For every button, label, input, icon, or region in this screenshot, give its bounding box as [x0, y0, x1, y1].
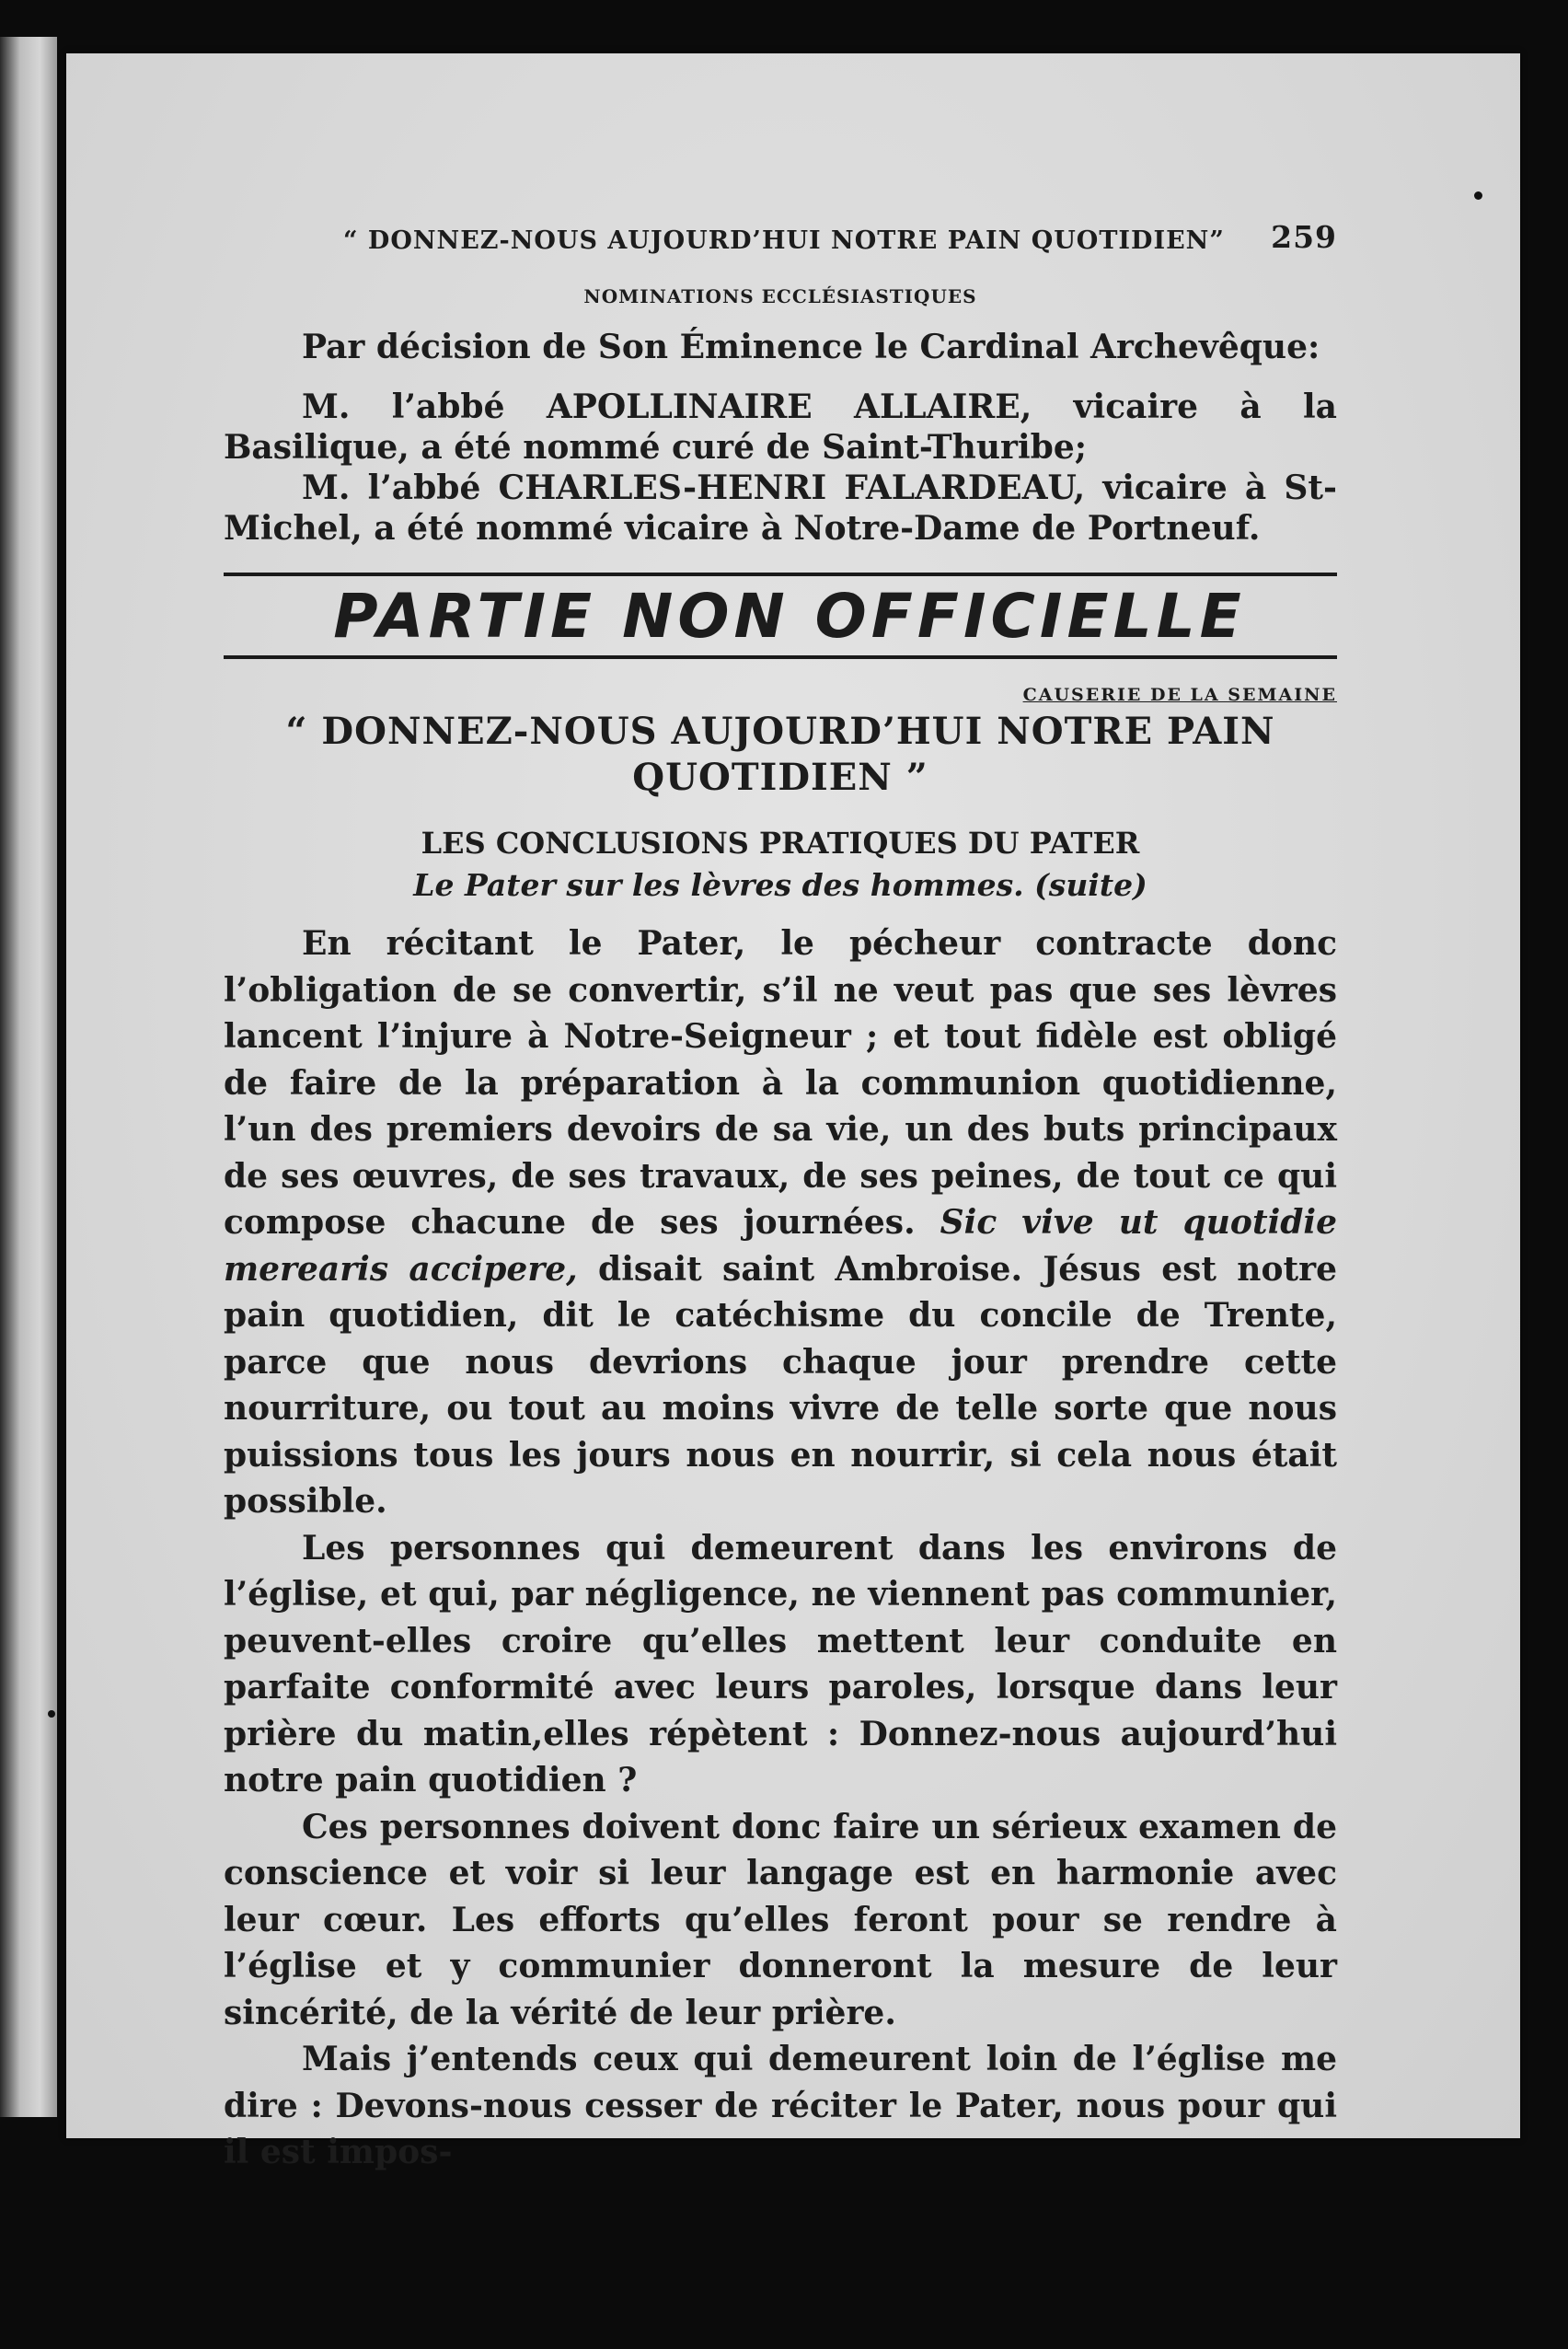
- banner-rule-bottom: [224, 655, 1337, 659]
- article-title: “ DONNEZ-NOUS AUJOURD’HUI NOTRE PAIN QUOTIDIEN ”: [285, 710, 1275, 799]
- running-head-title: “ DONNEZ-NOUS AUJOURD’HUI NOTRE PAIN QUOTIDIEN”: [343, 226, 1225, 255]
- nomination-entry: M. l’abbé APOLLINAIRE ALLAIRE, vicaire à la Basilique, a été nommé curé de Saint-Thuribe;: [224, 388, 1337, 467]
- paragraph-2: Les personnes qui demeurent dans les environs de l’église, et qui, par négligence, ne viennent pas communier, peuvent-elles croire qu’elles mettent leur conduite en parfaite conformité avec leurs paroles, lorsque dans leur prière du matin,elles répètent : Donnez-nous aujourd’hui notre pain quotidien ?: [224, 1528, 1337, 1799]
- dust-speck: [1474, 191, 1482, 200]
- nominations-heading: NOMINATIONS ECCLÉSIASTIQUES: [583, 285, 977, 307]
- article-subtitle: LES CONCLUSIONS PRATIQUES DU PATER: [421, 826, 1140, 861]
- dust-speck: [48, 1710, 55, 1718]
- running-head: [224, 214, 1337, 272]
- paragraph-4: Mais j’entends ceux qui demeurent loin de l’église me dire : Devons-nous cesser de réciter le Pater, nous pour qui il est impos-: [224, 2040, 1337, 2171]
- partie-non-officielle-banner: PARTIE NON OFFICIELLE: [333, 581, 1246, 652]
- causerie-rubric: CAUSERIE DE LA SEMAINE: [1022, 685, 1337, 705]
- paragraph-1-part-1: En récitant le Pater, le pécheur contracte donc l’obligation de se convertir, s’il ne veut pas que ses lèvres lancent l’injure à Notre-Seigneur ; et tout fidèle est obligé de faire de la préparation à la communion quotidienne, l’un des premiers devoirs de sa vie, un des buts principaux de ses œuvres, de ses travaux, de ses peines, de tout ce qui compose chacune de ses journées.: [224, 924, 1337, 1242]
- page-content: [224, 214, 1337, 2176]
- nomination-entry: M. l’abbé CHARLES-HENRI FALARDEAU, vicaire à St-Michel, a été nommé vicaire à Notre-Dame de Portneuf.: [224, 469, 1337, 548]
- latin-quote: Sic vive ut quotidie merearis accipere,: [224, 1203, 1337, 1289]
- paragraph-1-part-2: disait saint Ambroise. Jésus est notre pain quotidien, dit le catéchisme du concile de Trente, parce que nous devrions chaque jour prendre cette nourriture, ou tout au moins vivre de telle sorte que nous puissions tous les jours nous en nourrir, si cela nous était possible.: [224, 1249, 1337, 1521]
- page-number: 259: [1271, 219, 1337, 255]
- adjacent-page-edge: [0, 37, 57, 2117]
- paragraph-1: [224, 920, 1337, 1525]
- nominations-intro: Par décision de Son Éminence le Cardinal Archevêque:: [302, 328, 1320, 366]
- section-line: Le Pater sur les lèvres des hommes. (suite): [413, 867, 1147, 903]
- paragraph-3: Ces personnes doivent donc faire un sérieux examen de conscience et voir si leur langage est en harmonie avec leur cœur. Les efforts qu’elles feront pour se rendre à l’église et y communier donneront la mesure de leur sincérité, de la vérité de leur prière.: [224, 1807, 1337, 2032]
